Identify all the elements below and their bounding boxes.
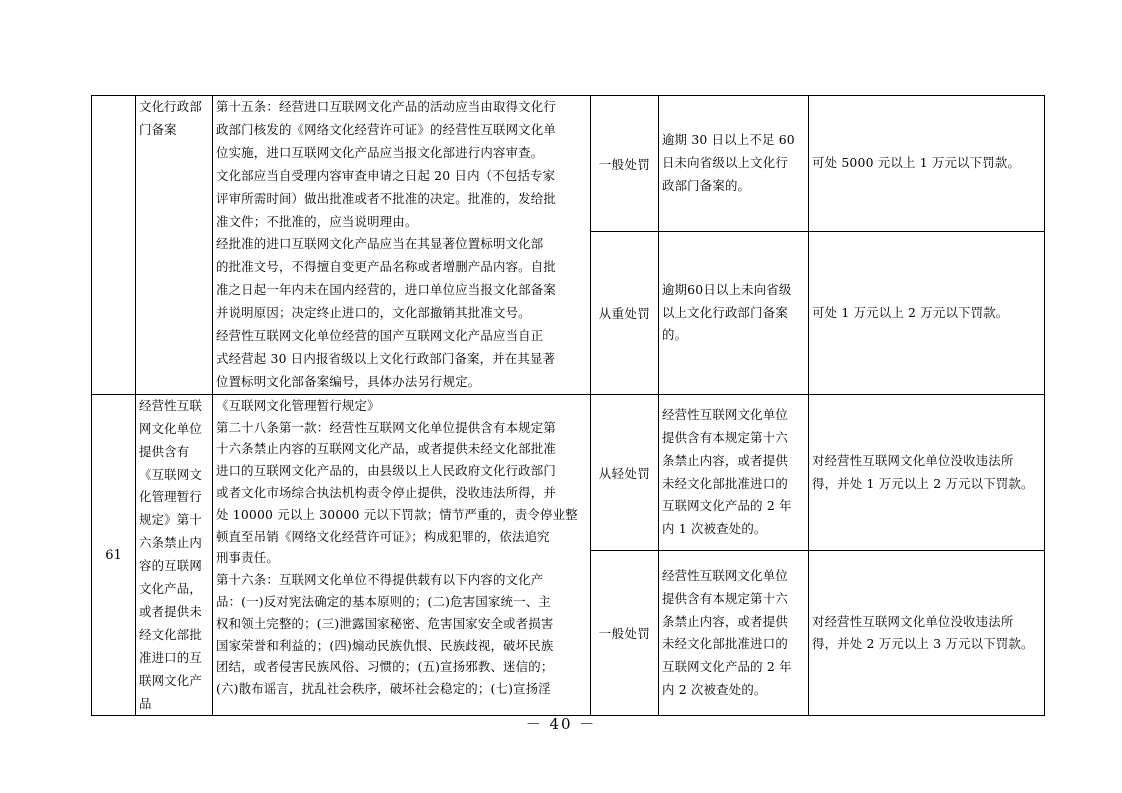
- condition-text: 逾期60日以上未向省级 以上文化行政部门备案 的。: [662, 281, 792, 343]
- penalty-cell: [809, 232, 1045, 395]
- penalty-table: [91, 95, 1045, 716]
- condition-cell: [659, 394, 809, 551]
- penalty-text: 可处 5000 元以上 1 万元以下罚款。: [812, 155, 1021, 171]
- penalty-level-cell: [591, 551, 659, 716]
- penalty-text: 对经营性互联网文化单位没收违法所 得，并处 1 万元以上 2 万元以下罚款。: [812, 452, 1034, 491]
- row-number-cell: [92, 394, 136, 716]
- penalty-cell: [809, 96, 1045, 232]
- penalty-level: 从重处罚: [598, 305, 651, 321]
- condition-text: 经营性互联网文化单位 提供含有本规定第十六 条禁止内容，或者提供 未经文化部批准进口的 互联网文化产品的 2 年 内 2 次被查处的。: [662, 567, 792, 698]
- legal-basis-cell: [213, 96, 591, 395]
- penalty-level: 一般处罚: [598, 626, 651, 642]
- penalty-cell: [809, 394, 1045, 551]
- legal-basis-cell: [213, 394, 591, 716]
- row-number: 61: [105, 547, 122, 563]
- condition-cell: [659, 232, 809, 395]
- penalty-text: 可处 1 万元以上 2 万元以下罚款。: [812, 304, 1009, 320]
- row-number-cell: [92, 96, 136, 395]
- condition-cell: [659, 96, 809, 232]
- page-number: － 40 －: [525, 715, 597, 733]
- condition-cell: [659, 551, 809, 716]
- penalty-level-cell: [591, 394, 659, 551]
- table-row: [92, 96, 1045, 232]
- item-name-cell: [136, 96, 213, 395]
- legal-basis-text: 第十五条：经营进口互联网文化产品的活动应当由取得文化行 政部门核发的《网络文化经营许可证》的经营性互联网文化单 位实施，进口互联网文化产品应当报文化部进行内容审查。 文化部应当自受理内容审查申请之日起 20 日内（不包括专家 评审所需时间）做出批准或者不批准的决定。批准的，发给批 准文件；不批准的，应当说明理由。 经批准的进口互联网文化产品应当在其显著位置标明文化部 的批准文号，不得擅自变更产品名称或者增删产品内容。自批 准之日起一年内未在国内经营的，进口单位应当报文化部备案 并说明原因；决定终止进口的，文化部撤销其批准文号。 经营性互联网文化单位经营的国产互联网文化产品应当自正 式经营起 30 日内报省级以上文化行政部门备案，并在其显著 位置标明文化部备案编号，具体办法另行规定。: [216, 99, 556, 389]
- penalty-cell: [809, 551, 1045, 716]
- item-name: 经营性互联 网文化单位 提供含有 《互联网文 化管理暂行 规定》第十 六条禁止内 容的互联网 文化产品， 或者提供未 经文化部批 准进口的互 联网文化产 品: [139, 397, 202, 711]
- penalty-level: 从轻处罚: [598, 465, 651, 481]
- item-name-cell: [136, 394, 213, 716]
- condition-text: 经营性互联网文化单位 提供含有本规定第十六 条禁止内容，或者提供 未经文化部批准进口的 互联网文化产品的 2 年 内 1 次被查处的。: [662, 406, 792, 537]
- item-name: 文化行政部 门备案: [139, 99, 202, 137]
- penalty-level-cell: [591, 232, 659, 395]
- legal-basis-text: 《互联网文化管理暂行规定》 第二十八条第一款：经营性互联网文化单位提供含有本规定第 十六条禁止内容的互联网文化产品，或者提供未经文化部批准 进口的互联网文化产品的，由县级以上人民政府文化行政部门 或者文化市场综合执法机构责令停止提供，没收违法所得，并 处 10000 元以上 30000 元以下罚款；情节严重的，责令停业整 顿直至吊销《网络文化经营许可证》；构成犯罪的，依法追究 刑事责任。 第十六条：互联网文化单位不得提供载有以下内容的文化产 品：(一)反对宪法确定的基本原则的；(二)危害国家统一、主 权和领土完整的；(三)泄露国家秘密、危害国家安全或者损害 国家荣誉和利益的；(四)煽动民族仇恨、民族歧视，破坏民族 团结，或者侵害民族风俗、习惯的；(五)宣扬邪教、迷信的； (六)散布谣言，扰乱社会秩序，破坏社会稳定的；(七)宣扬淫: [216, 397, 578, 697]
- table-row: [92, 394, 1045, 551]
- penalty-text: 对经营性互联网文化单位没收违法所 得，并处 2 万元以上 3 万元以下罚款。: [812, 613, 1034, 652]
- condition-text: 逾期 30 日以上不足 60 日未向省级以上文化行 政部门备案的。: [662, 132, 795, 194]
- penalty-level: 一般处罚: [598, 156, 651, 172]
- penalty-level-cell: [591, 96, 659, 232]
